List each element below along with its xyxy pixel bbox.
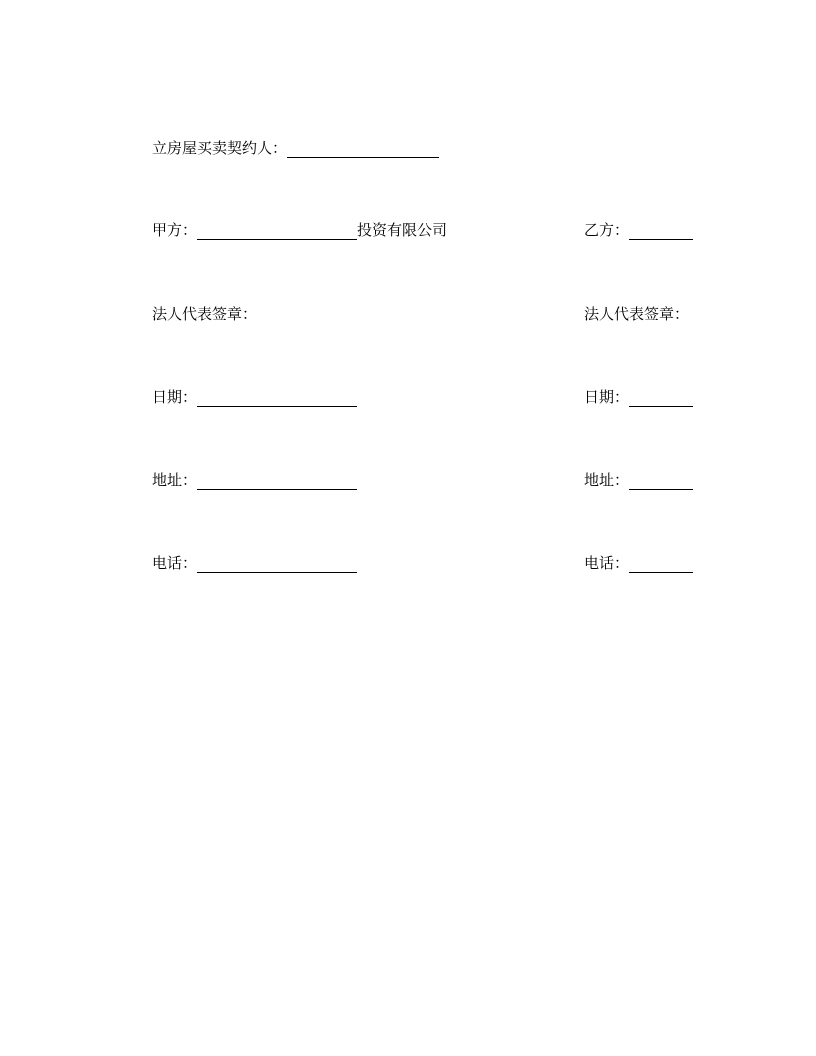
party-a-date-row	[152, 387, 357, 407]
party-a-row	[152, 220, 447, 240]
party-b-legal-rep-row	[584, 304, 689, 324]
party-a-date-label: 日期：	[152, 388, 198, 406]
party-b-legal-rep-label: 法人代表签章：	[584, 305, 690, 323]
party-b-date-blank[interactable]	[629, 390, 693, 407]
party-a-label: 甲方：	[152, 221, 198, 239]
party-a-company-suffix: 投资有限公司	[357, 221, 448, 239]
party-a-address-row	[152, 470, 357, 490]
party-a-name-blank[interactable]	[197, 223, 357, 240]
party-a-address-blank[interactable]	[197, 473, 357, 490]
party-b-address-row	[584, 470, 693, 490]
party-a-phone-row	[152, 553, 357, 573]
signatory-blank[interactable]	[287, 141, 439, 158]
party-b-address-label: 地址：	[584, 471, 630, 489]
party-a-date-blank[interactable]	[197, 390, 357, 407]
party-a-address-label: 地址：	[152, 471, 198, 489]
party-b-phone-row	[584, 553, 693, 573]
party-b-address-blank[interactable]	[629, 473, 693, 490]
party-b-date-row	[584, 387, 693, 407]
signatory-label: 立房屋买卖契约人：	[152, 139, 288, 157]
signatory-row	[152, 138, 439, 158]
party-a-legal-rep-label: 法人代表签章：	[152, 305, 258, 323]
party-b-phone-label: 电话：	[584, 554, 630, 572]
party-a-phone-label: 电话：	[152, 554, 198, 572]
party-b-row	[584, 220, 693, 240]
party-a-legal-rep-row	[152, 304, 257, 324]
party-a-phone-blank[interactable]	[197, 556, 357, 573]
party-b-phone-blank[interactable]	[629, 556, 693, 573]
party-b-date-label: 日期：	[584, 388, 630, 406]
party-b-name-blank[interactable]	[629, 223, 693, 240]
party-b-label: 乙方：	[584, 221, 630, 239]
